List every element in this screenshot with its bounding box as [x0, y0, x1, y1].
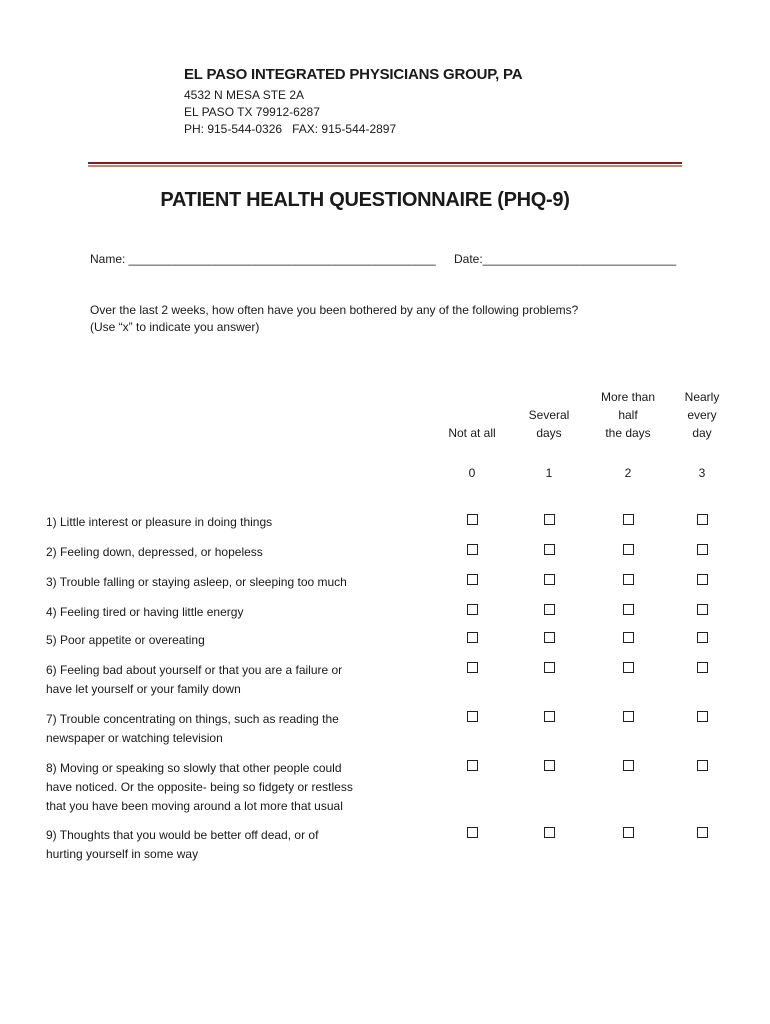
address-line-2: EL PASO TX 79912-6287	[184, 105, 320, 119]
question-text-line: 7) Trouble concentrating on things, such as reading the	[46, 712, 339, 726]
address-line-1: 4532 N MESA STE 2A	[184, 88, 305, 102]
question-text-line: 8) Moving or speaking so slowly that other people could	[46, 761, 342, 775]
column-header-line: day	[692, 426, 712, 440]
organization-name: EL PASO INTEGRATED PHYSICIANS GROUP, PA	[184, 66, 523, 83]
question-8	[46, 759, 406, 816]
answer-checkbox-q3-score-0[interactable]	[467, 574, 478, 585]
column-header-1	[504, 406, 594, 442]
answer-checkbox-q2-score-0[interactable]	[467, 544, 478, 555]
column-score-1: 1	[545, 466, 553, 480]
question-text-line: 5) Poor appetite or overeating	[46, 633, 205, 647]
question-text-line: 1) Little interest or pleasure in doing things	[46, 515, 273, 529]
instruction-text: Over the last 2 weeks, how often have you been bothered by any of the following problems?	[90, 303, 579, 317]
column-header-line: Several	[528, 408, 570, 422]
question-text-line: have noticed. Or the opposite- being so fidgety or restless	[46, 780, 353, 794]
answer-checkbox-q1-score-1[interactable]	[544, 514, 555, 525]
answer-checkbox-q2-score-1[interactable]	[544, 544, 555, 555]
question-text-line: have let yourself or your family down	[46, 682, 241, 696]
date-field[interactable]: Date:_____________________________	[454, 252, 677, 266]
answer-checkbox-q9-score-0[interactable]	[467, 827, 478, 838]
answer-checkbox-q4-score-2[interactable]	[623, 604, 634, 615]
answer-checkbox-q8-score-3[interactable]	[697, 760, 708, 771]
instruction-note: (Use “x” to indicate you answer)	[90, 320, 260, 334]
answer-checkbox-q5-score-1[interactable]	[544, 632, 555, 643]
question-4	[46, 603, 406, 622]
question-1	[46, 513, 406, 532]
column-header-line: the days	[605, 426, 651, 440]
answer-checkbox-q5-score-0[interactable]	[467, 632, 478, 643]
page-title: PATIENT HEALTH QUESTIONNAIRE (PHQ-9)	[160, 189, 570, 211]
question-5	[46, 631, 406, 650]
answer-checkbox-q2-score-2[interactable]	[623, 544, 634, 555]
answer-checkbox-q8-score-0[interactable]	[467, 760, 478, 771]
answer-checkbox-q6-score-0[interactable]	[467, 662, 478, 673]
question-7	[46, 710, 406, 748]
answer-checkbox-q3-score-3[interactable]	[697, 574, 708, 585]
answer-checkbox-q7-score-1[interactable]	[544, 711, 555, 722]
answer-checkbox-q3-score-1[interactable]	[544, 574, 555, 585]
column-header-line: Nearly	[684, 390, 720, 404]
question-text-line: 4) Feeling tired or having little energy	[46, 605, 244, 619]
answer-checkbox-q4-score-3[interactable]	[697, 604, 708, 615]
answer-checkbox-q6-score-2[interactable]	[623, 662, 634, 673]
answer-checkbox-q7-score-0[interactable]	[467, 711, 478, 722]
answer-checkbox-q2-score-3[interactable]	[697, 544, 708, 555]
answer-checkbox-q7-score-2[interactable]	[623, 711, 634, 722]
column-score-3: 3	[698, 466, 706, 480]
header-divider	[88, 162, 682, 168]
name-field[interactable]: Name: ______________________________________________	[90, 252, 436, 266]
question-9	[46, 826, 406, 864]
answer-checkbox-q4-score-1[interactable]	[544, 604, 555, 615]
question-text-line: 3) Trouble falling or staying asleep, or sleeping too much	[46, 575, 347, 589]
answer-checkbox-q1-score-2[interactable]	[623, 514, 634, 525]
answer-checkbox-q9-score-1[interactable]	[544, 827, 555, 838]
answer-checkbox-q9-score-3[interactable]	[697, 827, 708, 838]
answer-checkbox-q5-score-3[interactable]	[697, 632, 708, 643]
question-6	[46, 661, 406, 699]
answer-checkbox-q8-score-2[interactable]	[623, 760, 634, 771]
question-2	[46, 543, 406, 562]
column-header-line: every	[687, 408, 717, 422]
column-header-line: Not at all	[448, 426, 496, 440]
answer-checkbox-q1-score-0[interactable]	[467, 514, 478, 525]
answer-checkbox-q4-score-0[interactable]	[467, 604, 478, 615]
question-text-line: hurting yourself in some way	[46, 847, 199, 861]
column-header-line: More than	[600, 390, 656, 404]
question-3	[46, 573, 406, 592]
question-text-line: 2) Feeling down, depressed, or hopeless	[46, 545, 263, 559]
answer-checkbox-q8-score-1[interactable]	[544, 760, 555, 771]
column-header-line: half	[618, 408, 638, 422]
question-text-line: 9) Thoughts that you would be better off dead, or of	[46, 828, 319, 842]
answer-checkbox-q9-score-2[interactable]	[623, 827, 634, 838]
answer-checkbox-q7-score-3[interactable]	[697, 711, 708, 722]
question-text-line: newspaper or watching television	[46, 731, 223, 745]
answer-checkbox-q6-score-3[interactable]	[697, 662, 708, 673]
phone-fax-line: PH: 915-544-0326 FAX: 915-544-2897	[184, 122, 397, 136]
column-header-line: days	[536, 426, 562, 440]
column-score-2: 2	[624, 466, 632, 480]
column-score-0: 0	[468, 466, 476, 480]
answer-checkbox-q5-score-2[interactable]	[623, 632, 634, 643]
question-text-line: 6) Feeling bad about yourself or that you are a failure or	[46, 663, 343, 677]
answer-checkbox-q1-score-3[interactable]	[697, 514, 708, 525]
column-header-3	[657, 388, 747, 442]
answer-checkbox-q3-score-2[interactable]	[623, 574, 634, 585]
answer-checkbox-q6-score-1[interactable]	[544, 662, 555, 673]
question-text-line: that you have been moving around a lot more that usual	[46, 799, 343, 813]
